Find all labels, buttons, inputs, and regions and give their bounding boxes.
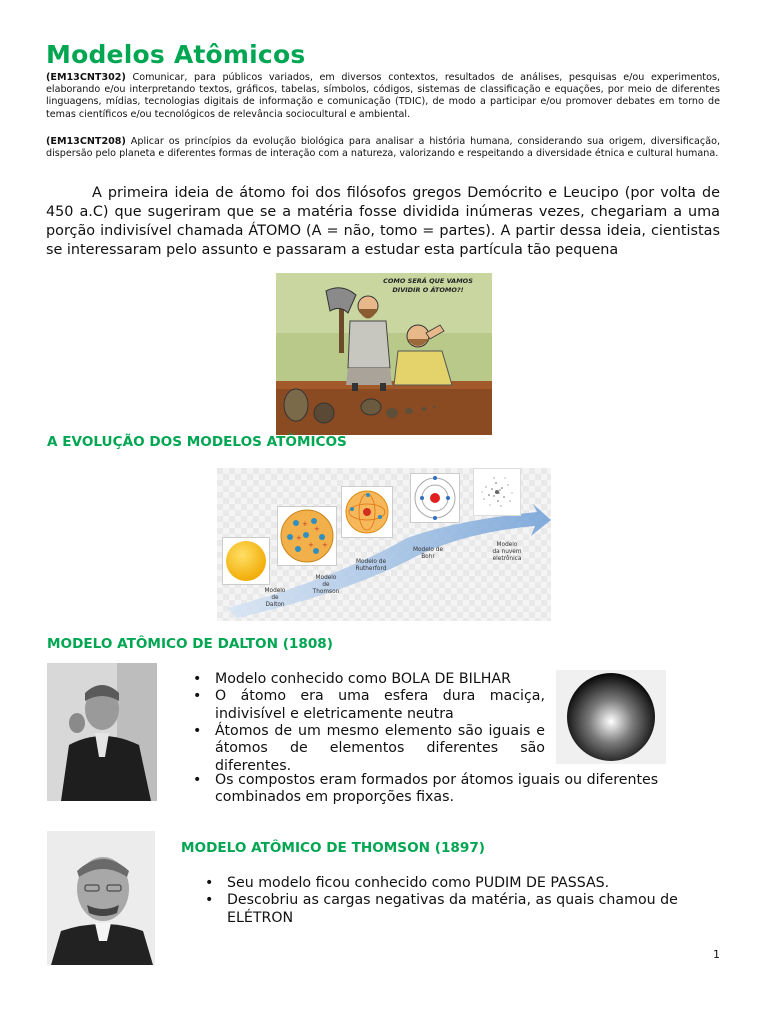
skill-paragraph-1 (46, 72, 720, 121)
list-item (202, 875, 720, 892)
label-line: da nuvem (492, 549, 522, 556)
bullet-text: Átomos de um mesmo elemento são iguais e átomos de elementos diferentes são diferentes. (215, 723, 545, 774)
rutherford-atom (342, 487, 392, 537)
thomson-portrait-image (47, 831, 155, 965)
label-rutherford (345, 559, 397, 573)
thomson-heading: MODELO ATÔMICO DE THOMSON (1897) (181, 840, 486, 856)
label-line: Thomson (312, 589, 340, 596)
bullet-icon: • (193, 723, 202, 739)
thomson-portrait (47, 831, 155, 965)
bohr-atom (411, 474, 459, 522)
bullet-text: Seu modelo ficou conhecido como PUDIM DE PASSAS. (227, 875, 610, 891)
skill-text: Comunicar, para públicos variados, em diversos contextos, resultados de análises, pesquisas e/ou experimentos, elaborando e/ou interpretando textos, gráficos, tabelas, símbolos, códigos, sistemas de classificação e equações, por meio de diferentes linguagens, mídias, tecnologias digitais de informação e comunicação (TDIC), de modo a participar e/ou promover debates em torno de temas científicos e/ou tecnológicos de relevância sociocultural e ambiental. (46, 72, 720, 120)
billiard-ball-image (556, 670, 666, 764)
label-line: Modelo (264, 588, 286, 594)
dalton-sphere (223, 538, 269, 584)
svg-text:+: + (308, 541, 314, 549)
label-electron-cloud (482, 542, 532, 564)
label-line: Bohr (421, 554, 435, 561)
bullet-icon: • (193, 671, 202, 687)
evolution-diagram (217, 468, 551, 621)
rutherford-model-icon (341, 486, 393, 538)
dalton-model-icon (222, 537, 270, 585)
dalton-bullet-list (190, 671, 545, 723)
svg-text:+: + (296, 534, 302, 542)
label-line: Modelo (496, 542, 518, 548)
dalton-portrait-image (47, 663, 157, 801)
bullet-icon: • (205, 892, 214, 909)
thomson-pudding (278, 507, 336, 565)
speech-line-1: COMO SERÁ QUE VAMOS (383, 277, 473, 285)
label-line: Modelo de (355, 559, 387, 565)
skill-code: (EM13CNT302) (46, 72, 126, 83)
bullet-text: O átomo era uma esfera dura maciça, indivisível e eletricamente neutra (215, 688, 545, 722)
page-title: Modelos Atômicos (46, 40, 306, 69)
list-item (202, 892, 720, 927)
label-line: de (322, 582, 330, 589)
label-bohr (405, 547, 451, 561)
dalton-portrait (47, 663, 157, 801)
cartoon-illustration (276, 273, 492, 435)
electron-cloud (474, 469, 520, 515)
skill-text: Aplicar os princípios da evolução biológica para analisar a história humana, considerando sua origem, diversificação, dispersão pelo planeta e diferentes formas de interação com a natureza, valorizando e respeitando a diversidade étnica e cultural humana. (46, 136, 720, 160)
list-item (190, 772, 720, 807)
bullet-text: Descobriu as cargas negativas da matéria, as quais chamou de ELÉTRON (227, 892, 678, 926)
bullet-text: Modelo conhecido como BOLA DE BILHAR (215, 671, 511, 687)
svg-text:+: + (302, 520, 308, 528)
thomson-model-icon (277, 506, 337, 566)
bullet-text: Os compostos eram formados por átomos iguais ou diferentes combinados em proporções fixas. (215, 772, 659, 806)
page-number: 1 (713, 948, 720, 961)
skill-paragraph-2 (46, 136, 720, 160)
billiard-ball-figure (556, 670, 666, 764)
label-dalton (250, 588, 300, 610)
label-line: Modelo de (412, 547, 444, 553)
dalton-bullet-list-cont (190, 772, 720, 807)
label-line: Dalton (265, 602, 285, 609)
speech-bubble (373, 277, 483, 295)
svg-text:+: + (314, 525, 320, 533)
label-line: Modelo (315, 575, 337, 581)
skill-code: (EM13CNT208) (46, 136, 126, 147)
svg-text:+: + (322, 541, 328, 549)
bullet-icon: • (205, 875, 214, 891)
dalton-heading: MODELO ATÔMICO DE DALTON (1808) (47, 636, 333, 652)
philosophers-cartoon (276, 273, 492, 435)
bohr-model-icon (410, 473, 460, 523)
thomson-bullet-list (202, 875, 720, 927)
electron-cloud-model-icon (473, 468, 521, 516)
evolution-heading: A EVOLUÇÃO DOS MODELOS ATÔMICOS (47, 434, 347, 450)
label-line: eletrônica (492, 556, 522, 563)
label-line: Rutherford (355, 566, 387, 573)
bullet-icon: • (193, 688, 202, 705)
label-line: de (271, 595, 279, 602)
speech-line-2: DIVIDIR O ÁTOMO?! (392, 286, 464, 294)
intro-paragraph: A primeira ideia de átomo foi dos filósofos gregos Demócrito e Leucipo (por volta de 450 a.C) que sugeriram que se a matéria fosse dividida inúmeras vezes, chegariam a uma porção indivisível chamada ÁTOMO (A = não, tomo = partes). A partir dessa ideia, cientistas se interessaram pelo assunto e passaram a estudar esta partícula tão pequena (46, 185, 720, 258)
label-thomson (301, 575, 351, 597)
bullet-icon: • (193, 772, 202, 788)
list-item (190, 671, 545, 688)
list-item (190, 688, 545, 723)
